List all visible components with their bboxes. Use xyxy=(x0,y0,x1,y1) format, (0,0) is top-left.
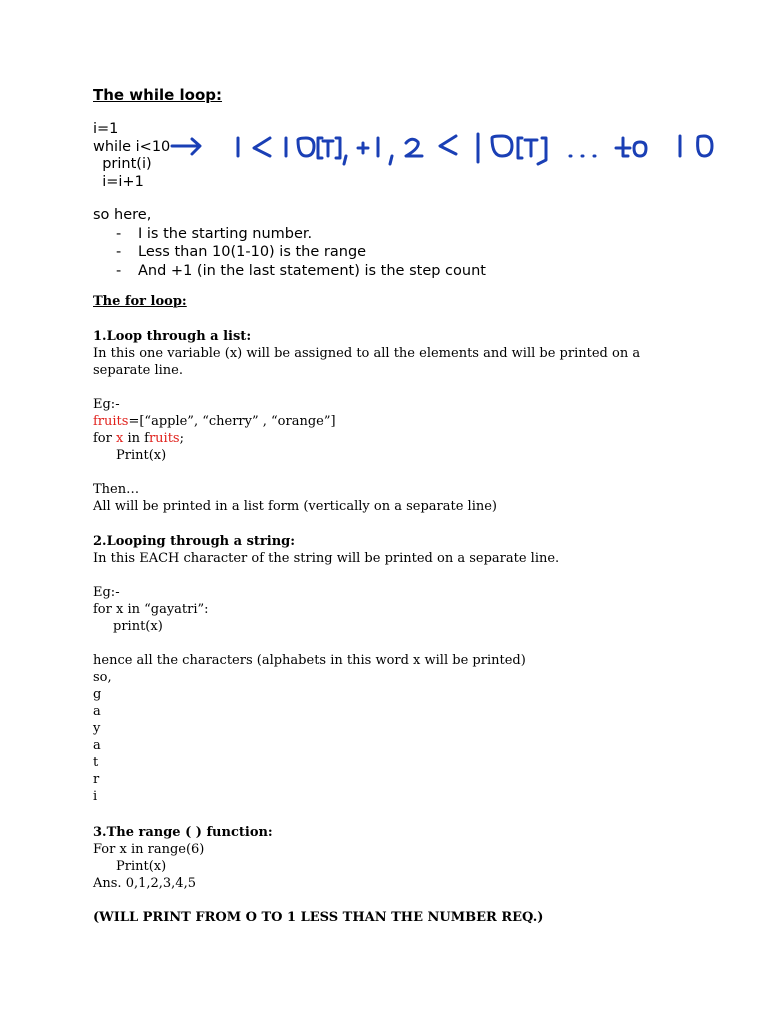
code-line: while i<10 xyxy=(93,138,171,155)
bullet-text: I is the starting number. xyxy=(138,225,313,242)
letter-line: y xyxy=(93,721,101,736)
section-heading: 2.Looping through a string: xyxy=(93,534,296,549)
bullet-dash: - xyxy=(116,262,122,279)
code-line: i=1 xyxy=(93,121,119,137)
code-variable: fruits xyxy=(93,414,129,429)
bullet-text: Less than 10(1-10) is the range xyxy=(138,244,367,260)
loop-string-section xyxy=(93,533,559,805)
for-loop-title: The for loop: xyxy=(93,294,187,309)
code-line: For x in range(6) xyxy=(93,842,205,857)
bullet-text: And +1 (in the last statement) is the step count xyxy=(138,262,486,279)
range-note: (WILL PRINT FROM O TO 1 LESS THAN THE NUMBER REQ.) xyxy=(93,910,544,925)
while-explanation xyxy=(93,206,486,280)
code-line: Print(x) xyxy=(116,859,167,874)
code-variable: ruits xyxy=(148,431,180,446)
code-line: i=i+1 xyxy=(93,173,144,190)
bullet-dash: - xyxy=(116,225,122,242)
answer-text: Ans. 0,1,2,3,4,5 xyxy=(93,876,196,891)
code-text: for xyxy=(93,431,116,446)
letter-line: i xyxy=(93,789,98,804)
while-loop-title: The while loop: xyxy=(93,86,223,104)
code-line: Print(x) xyxy=(116,448,167,463)
letter-line: t xyxy=(93,755,99,770)
bullet-dash: - xyxy=(116,244,122,260)
code-variable: x xyxy=(116,431,124,446)
while-code-block xyxy=(93,121,170,191)
letter-line: a xyxy=(93,704,101,719)
section-description: separate line. xyxy=(93,363,183,378)
letter-line: a xyxy=(93,738,101,753)
explanation-intro: so here, xyxy=(93,207,152,223)
code-text: ; xyxy=(179,431,184,446)
section-heading: 1.Loop through a list: xyxy=(93,329,252,344)
hence-text: hence all the characters (alphabets in this word x will be printed) xyxy=(93,653,526,668)
code-text: =[“apple”, “cherry” , “orange”] xyxy=(128,414,336,429)
bullet-item xyxy=(93,243,486,262)
example-label: Eg:- xyxy=(93,585,120,600)
range-function-section xyxy=(93,824,273,892)
code-line: print(i) xyxy=(93,156,152,172)
letter-line: g xyxy=(93,687,102,702)
bullet-item xyxy=(93,225,486,244)
code-text: in f xyxy=(123,431,149,446)
code-line xyxy=(93,413,640,430)
handwritten-annotation xyxy=(170,126,730,176)
code-line xyxy=(93,430,640,447)
result-text: All will be printed in a list form (vertically on a separate line) xyxy=(93,499,498,514)
section-description: In this one variable (x) will be assigned to all the elements and will be printed on a xyxy=(93,346,641,361)
then-text: Then… xyxy=(93,482,140,497)
code-line: for x in “gayatri”: xyxy=(93,602,209,617)
code-line: print(x) xyxy=(113,619,163,634)
section-description: In this EACH character of the string will be printed on a separate line. xyxy=(93,551,560,566)
letter-line: r xyxy=(93,772,100,787)
loop-list-section xyxy=(93,328,640,515)
section-heading: 3.The range ( ) function: xyxy=(93,825,273,840)
so-text: so, xyxy=(93,670,112,685)
bullet-item xyxy=(93,262,486,281)
example-label: Eg:- xyxy=(93,397,120,412)
